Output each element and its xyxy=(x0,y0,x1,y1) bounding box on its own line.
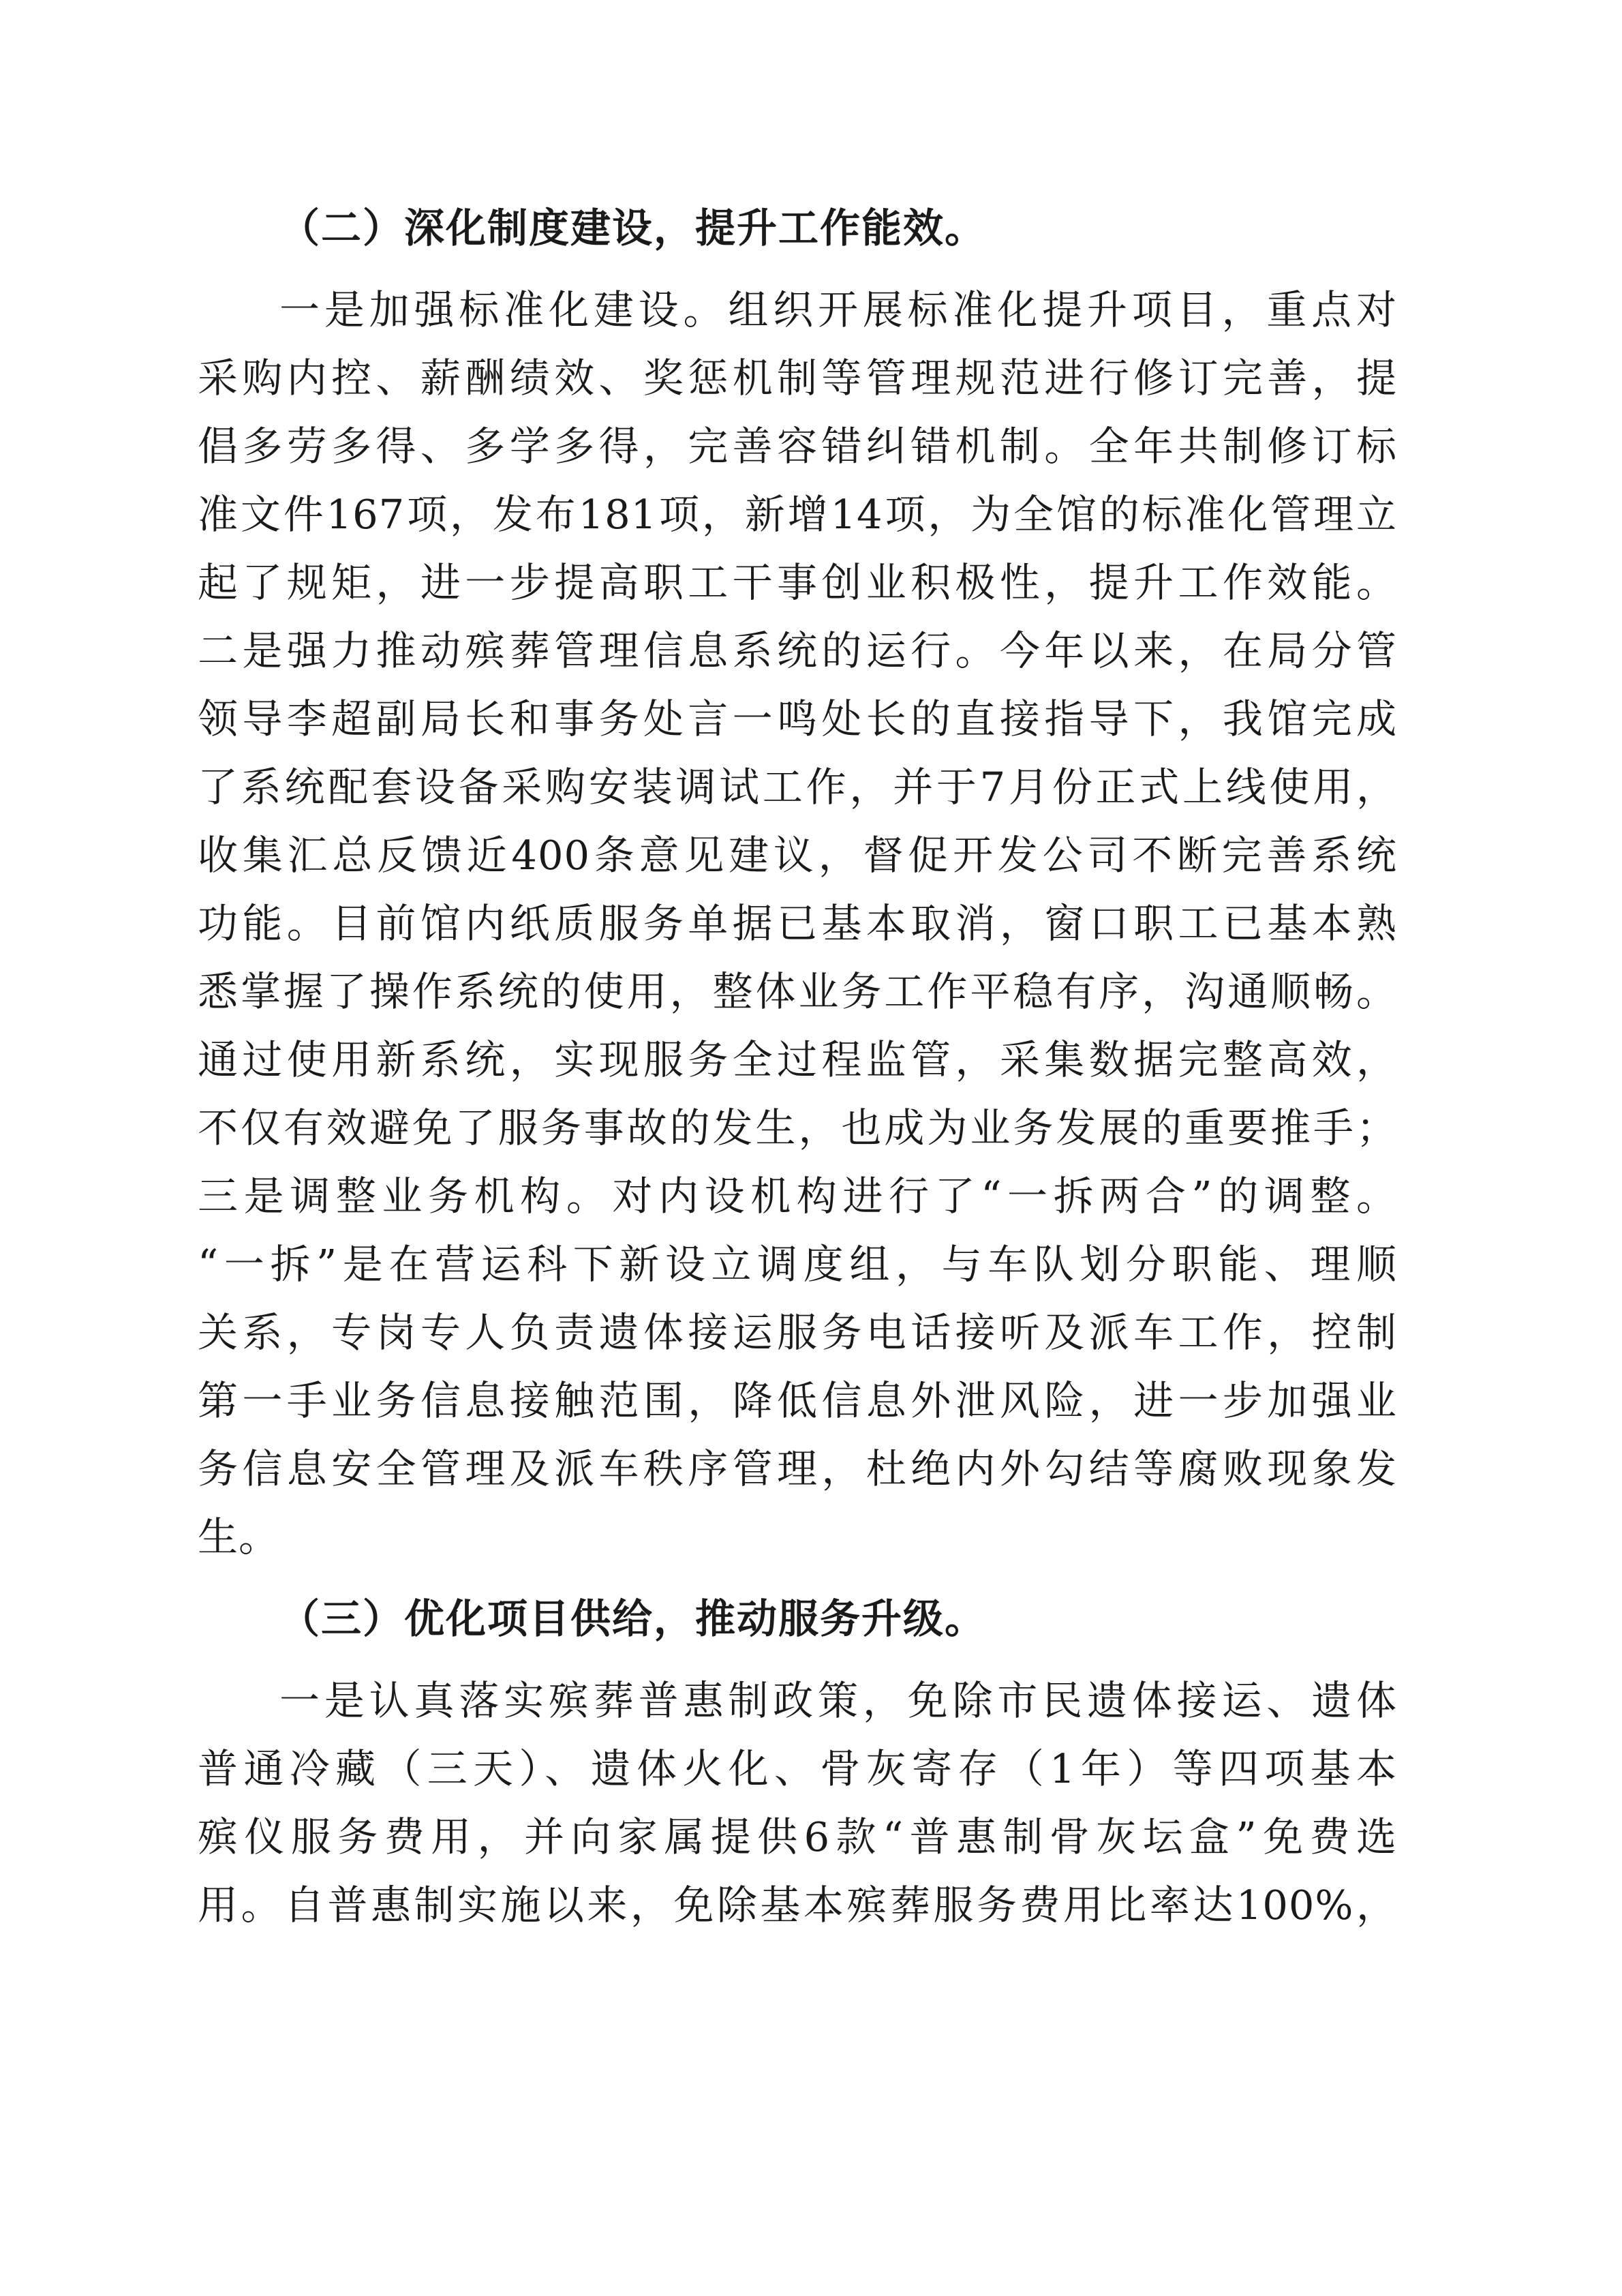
paragraph-line: 普通冷藏（三天）、遗体火化、骨灰寄存（1年）等四项基本 xyxy=(198,1745,1397,1792)
section-heading-2: （二）深化制度建设，提升工作能效。 xyxy=(279,205,987,252)
paragraph-line: 悉掌握了操作系统的使用，整体业务工作平稳有序，沟通顺畅。 xyxy=(198,968,1397,1015)
paragraph-line: 二是强力推动殡葬管理信息系统的运行。今年以来，在局分管 xyxy=(198,627,1397,674)
paragraph-line: 通过使用新系统，实现服务全过程监管，采集数据完整高效， xyxy=(198,1036,1397,1083)
paragraph-line: 用。自普惠制实施以来，免除基本殡葬服务费用比率达100%， xyxy=(198,1882,1397,1929)
paragraph-line: 一是认真落实殡葬普惠制政策，免除市民遗体接运、遗体 xyxy=(279,1677,1397,1724)
section-heading-3: （三）优化项目供给，推动服务升级。 xyxy=(279,1595,987,1642)
paragraph-line: 了系统配套设备采购安装调试工作，并于7月份正式上线使用， xyxy=(198,764,1397,811)
paragraph-line: 领导李超副局长和事务处言一鸣处长的直接指导下，我馆完成 xyxy=(198,695,1397,742)
paragraph-line: 一是加强标准化建设。组织开展标准化提升项目，重点对 xyxy=(279,286,1397,333)
paragraph-line: 采购内控、薪酬绩效、奖惩机制等管理规范进行修订完善，提 xyxy=(198,354,1397,402)
paragraph-line: 功能。目前馆内纸质服务单据已基本取消，窗口职工已基本熟 xyxy=(198,900,1397,947)
paragraph-line: 关系，专岗专人负责遗体接运服务电话接听及派车工作，控制 xyxy=(198,1309,1397,1356)
paragraph-line: 殡仪服务费用，并向家属提供6款“普惠制骨灰坛盒”免费选 xyxy=(198,1813,1397,1860)
paragraph-line: 生。 xyxy=(198,1513,280,1560)
paragraph-line: 不仅有效避免了服务事故的发生，也成为业务发展的重要推手； xyxy=(198,1104,1397,1151)
paragraph-line: 倡多劳多得、多学多得，完善容错纠错机制。全年共制修订标 xyxy=(198,423,1397,470)
paragraph-line: 收集汇总反馈近400条意见建议，督促开发公司不断完善系统 xyxy=(198,832,1397,879)
paragraph-line: 准文件167项，发布181项，新增14项，为全馆的标准化管理立 xyxy=(198,491,1397,538)
paragraph-line: 务信息安全管理及派车秩序管理，杜绝内外勾结等腐败现象发 xyxy=(198,1445,1397,1492)
paragraph-line: 起了规矩，进一步提高职工干事创业积极性，提升工作效能。 xyxy=(198,559,1397,606)
paragraph-line: “一拆”是在营运科下新设立调度组，与车队划分职能、理顺 xyxy=(198,1241,1397,1288)
paragraph-line: 三是调整业务机构。对内设机构进行了“一拆两合”的调整。 xyxy=(198,1173,1397,1220)
paragraph-line: 第一手业务信息接触范围，降低信息外泄风险，进一步加强业 xyxy=(198,1377,1397,1424)
